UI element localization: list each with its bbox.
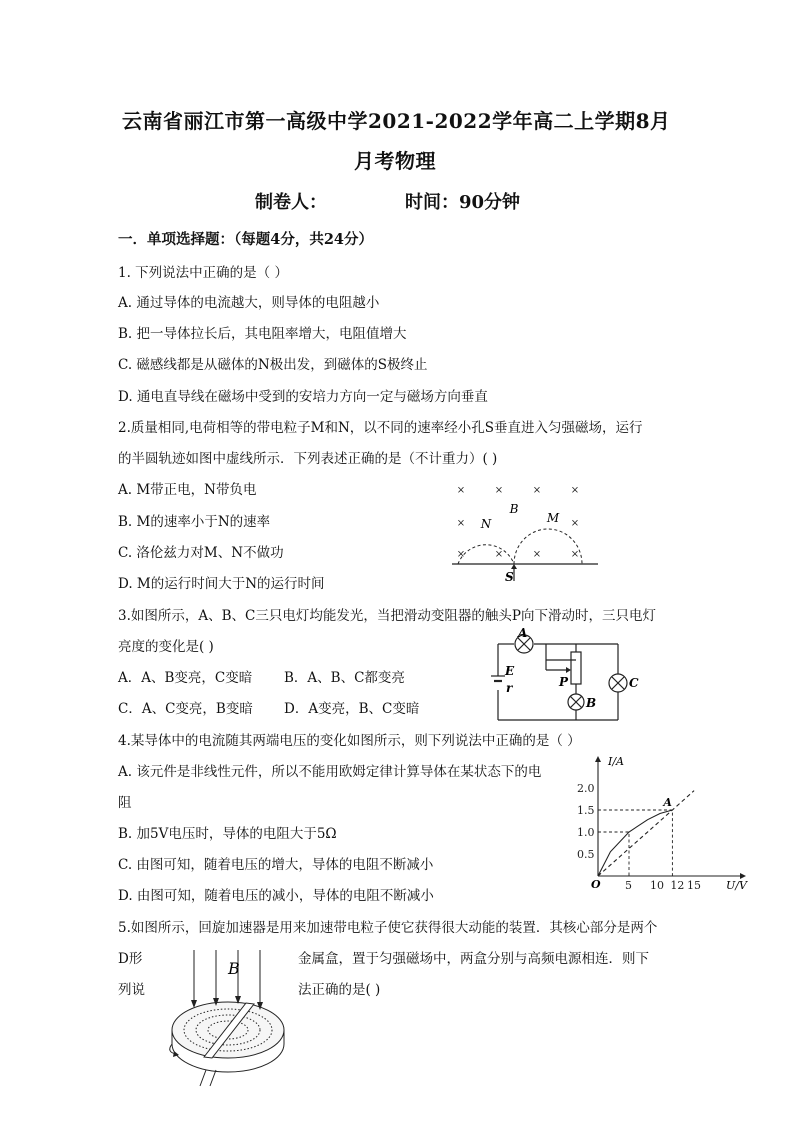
q2-stem-line-1: 2.质量相同,电荷相等的带电粒子M和N，以不同的速率经小孔S垂直进入匀强磁场，运行 xyxy=(118,420,643,436)
x-tick-label: 15 xyxy=(687,879,701,892)
q4-option-b: B. 加5V电压时，导体的电阻大于5Ω xyxy=(118,826,337,842)
series-line-2 xyxy=(598,791,694,876)
q1-option-d: D. 通电直导线在磁场中受到的安培力方向一定与磁场方向垂直 xyxy=(118,389,488,405)
q4-option-a-line-1: A. 该元件是非线性元件，所以不能用欧姆定律计算导体在某状态下的电 xyxy=(118,764,542,780)
title-line-1: 云南省丽江市第一高级中学2021-2022学年高二上学期8月 xyxy=(122,109,671,133)
q3-stem-line-1: 3.如图所示，A、B、C三只电灯均能发光，当把滑动变阻器的触头P向下滑动时，三只电灯 xyxy=(118,608,656,624)
y-tick-label: 0.5 xyxy=(577,848,595,861)
q5-stem-line-1: 5.如图所示，回旋加速器是用来加速带电粒子使它获得很大动能的装置．其核心部分是两个 xyxy=(118,920,658,936)
x-tick-label: 10 xyxy=(650,879,664,892)
q1-option-c: C. 磁感线都是从磁体的N极出发，到磁体的S极终止 xyxy=(118,357,428,373)
label-B: B xyxy=(586,696,597,710)
label-B: B xyxy=(509,502,519,516)
label-E: E xyxy=(505,664,515,678)
field-mark: × xyxy=(456,518,466,529)
time-label: 时间：90分钟 xyxy=(405,192,521,213)
q4-option-c: C. 由图可知，随着电压的增大，导体的电阻不断减小 xyxy=(118,857,434,873)
guide-line-1 xyxy=(598,832,629,876)
q2-option-a: A. M带正电，N带负电 xyxy=(118,482,257,498)
circuit-figure xyxy=(490,628,640,726)
title-line-2: 月考物理 xyxy=(354,149,436,173)
field-mark: × xyxy=(532,485,542,496)
label-A: A xyxy=(518,628,528,640)
cyclotron-figure xyxy=(166,944,290,1092)
field-mark: × xyxy=(570,549,580,560)
q3-option-b: B．A、B、C都变亮 xyxy=(284,670,405,686)
field-mark: × xyxy=(570,485,580,496)
q1-option-b: B. 把一导体拉长后，其电阻率增大，电阻值增大 xyxy=(118,326,407,342)
origin-label: O xyxy=(591,878,601,891)
field-mark: × xyxy=(532,549,542,560)
y-tick-label: 2.0 xyxy=(577,782,595,795)
q1-stem: 1. 下列说法中正确的是（ ） xyxy=(118,265,288,281)
x-tick-label: 5 xyxy=(625,879,632,892)
q4-stem: 4.某导体中的电流随其两端电压的变化如图所示，则下列说法中正确的是（ ） xyxy=(118,733,581,749)
q5-right-2: 法正确的是( ) xyxy=(298,982,381,998)
iv-chart xyxy=(572,752,756,892)
field-mark: × xyxy=(456,485,466,496)
point-label: A xyxy=(663,796,672,809)
maker-label: 制卷人： xyxy=(255,192,327,213)
field-mark: × xyxy=(494,549,504,560)
magnetic-field-figure xyxy=(448,478,608,586)
path-n xyxy=(458,545,514,564)
field-mark: × xyxy=(456,549,466,560)
q4-option-d: D. 由图可知，随着电压的减小，导体的电阻不断减小 xyxy=(118,888,434,904)
y-axis-label: I/A xyxy=(608,755,624,768)
x-axis-label: U/V xyxy=(726,879,747,892)
label-S: S xyxy=(505,570,514,584)
label-B: B xyxy=(228,959,240,978)
label-r: r xyxy=(506,681,513,695)
q4-option-a-line-2: 阻 xyxy=(118,795,132,811)
label-P: P xyxy=(559,675,569,689)
section-heading: 一．单项选择题：（每题4分，共24分） xyxy=(118,231,374,248)
q5-right-1: 金属盒，置于匀强磁场中，两盒分别与高频电源相连．则下 xyxy=(298,951,649,967)
y-tick-label: 1.0 xyxy=(577,826,595,839)
y-tick-label: 1.5 xyxy=(577,804,595,817)
q3-option-c: C．A、C变亮，B变暗 xyxy=(118,701,253,717)
q3-option-a: A．A、B变亮，C变暗 xyxy=(118,670,253,686)
field-mark: × xyxy=(494,485,504,496)
q1-option-a: A. 通过导体的电流越大，则导体的电阻越小 xyxy=(118,295,380,311)
q2-option-b: B. M的速率小于N的速率 xyxy=(118,514,271,530)
q2-stem-line-2: 的半圆轨迹如图中虚线所示．下列表述正确的是（不计重力）( ) xyxy=(118,451,498,467)
label-M: M xyxy=(546,511,560,525)
x-tick-label: 12 xyxy=(670,879,685,892)
label-N: N xyxy=(480,517,492,531)
q3-stem-line-2: 亮度的变化是( ) xyxy=(118,639,214,655)
q2-option-d: D. M的运行时间大于N的运行时间 xyxy=(118,576,325,592)
field-mark: × xyxy=(570,518,580,529)
q5-left-2: 列说 xyxy=(118,982,145,998)
q5-left-1: D形 xyxy=(118,951,143,967)
label-C: C xyxy=(629,676,639,690)
q2-option-c: C. 洛伦兹力对M、N不做功 xyxy=(118,545,284,561)
q3-option-d: D．A变亮，B、C变暗 xyxy=(284,701,420,717)
